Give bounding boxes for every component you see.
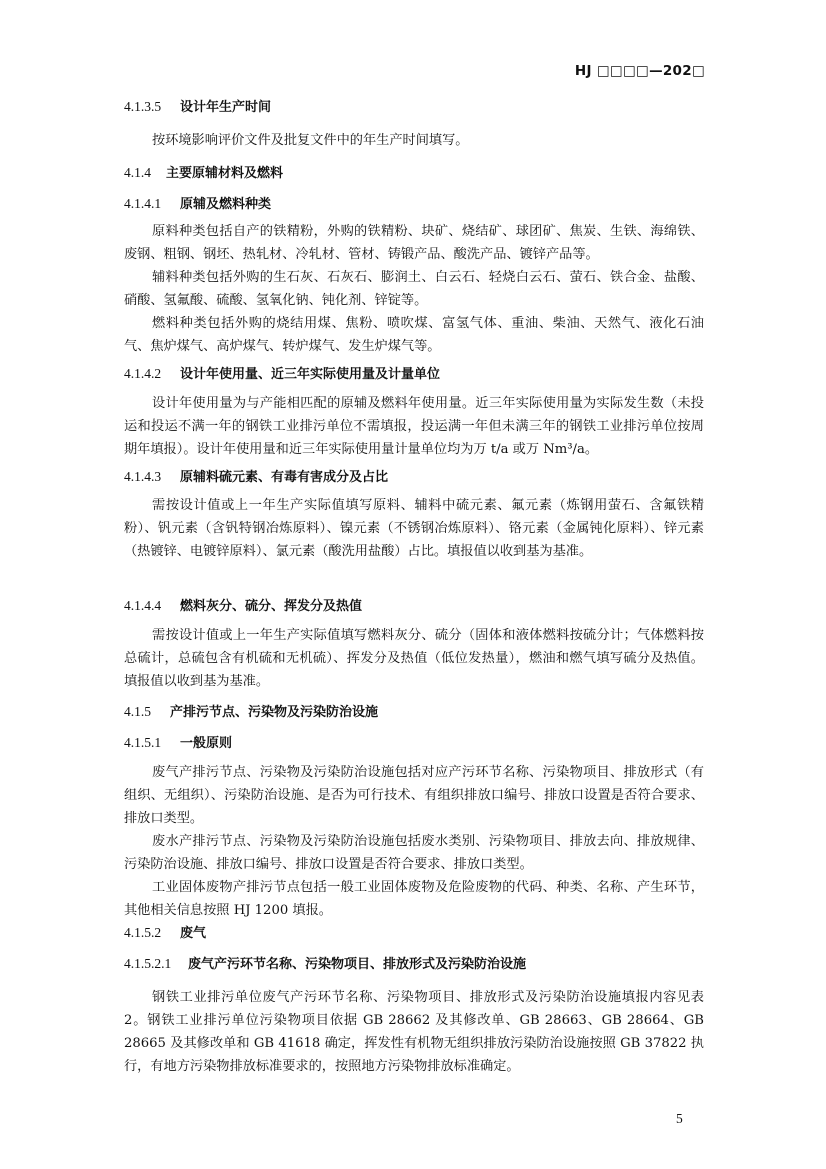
paragraph: 需按设计值或上一年生产实际值填写燃料灰分、硫分（固体和液体燃料按硫分计；气体燃料按总硫计，总硫包含有机硫和无机硫）、挥发分及热值（低位发热量），燃油和燃气填写硫分及热值。填报值以收到基为基准。 bbox=[124, 628, 704, 689]
heading-4-1-5 bbox=[124, 703, 378, 722]
heading-number: 4.1.4.2 bbox=[124, 366, 162, 381]
heading-title: 一般原则 bbox=[180, 736, 233, 751]
heading-title: 设计年生产时间 bbox=[180, 100, 272, 115]
heading-title: 废气 bbox=[180, 926, 207, 941]
heading-4-1-3-5 bbox=[124, 98, 271, 117]
heading-4-1-4-3 bbox=[124, 468, 388, 487]
heading-title: 燃料灰分、硫分、挥发分及热值 bbox=[180, 599, 363, 614]
heading-number: 4.1.4.3 bbox=[124, 469, 162, 484]
paragraph: 设计年使用量为与产能相匹配的原辅及燃料年使用量。近三年实际使用量为实际发生数（未投运和投运不满一年的钢铁工业排污单位不需填报，投运满一年但未满三年的钢铁工业排污单位按周期年填报）。设计年使用量和近三年实际使用量计量单位均为万 t/a 或万 Nm³/a。 bbox=[124, 396, 704, 457]
heading-number: 4.1.4 bbox=[124, 165, 151, 180]
heading-number: 4.1.5.1 bbox=[124, 735, 162, 750]
heading-4-1-4 bbox=[124, 164, 283, 183]
heading-4-1-5-1 bbox=[124, 734, 232, 753]
heading-title: 设计年使用量、近三年实际使用量及计量单位 bbox=[180, 367, 441, 382]
heading-title: 废气产污环节名称、污染物项目、排放形式及污染防治设施 bbox=[188, 957, 527, 972]
standard-code-header: HJ □□□□—202□ bbox=[574, 63, 705, 79]
heading-number: 4.1.5.2 bbox=[124, 925, 162, 940]
heading-number: 4.1.4.4 bbox=[124, 598, 162, 613]
paragraph: 工业固体废物产排污节点包括一般工业固体废物及危险废物的代码、种类、名称、产生环节，其他相关信息按照 HJ 1200 填报。 bbox=[124, 880, 704, 918]
page-number: 5 bbox=[676, 1111, 683, 1126]
heading-title: 原辅及燃料种类 bbox=[180, 197, 272, 212]
heading-title: 主要原辅材料及燃料 bbox=[166, 166, 284, 181]
paragraph: 辅料种类包括外购的生石灰、石灰石、膨润土、白云石、轻烧白云石、萤石、铁合金、盐酸、硝酸、氢氟酸、硫酸、氢氧化钠、钝化剂、锌锭等。 bbox=[124, 270, 704, 308]
heading-number: 4.1.5.2.1 bbox=[124, 956, 172, 971]
heading-4-1-5-2 bbox=[124, 924, 206, 943]
heading-4-1-4-4 bbox=[124, 597, 362, 616]
paragraph: 钢铁工业排污单位废气产污环节名称、污染物项目、排放形式及污染防治设施填报内容见表 2。钢铁工业排污单位污染物项目依据 GB 28662 及其修改单、GB 28663、GB 28664、GB 28665 及其修改单和 GB 41618 确定，挥发性有机物无组织排放污染防治设施按照 GB 37822 执行，有地方污染物排放标准要求的，按照地方污染物排放标准确定。 bbox=[124, 990, 704, 1074]
paragraph: 废气产排污节点、污染物及污染防治设施包括对应产污环节名称、污染物项目、排放形式（有组织、无组织）、污染防治设施、是否为可行技术、有组织排放口编号、排放口设置是否符合要求、排放口类型。 bbox=[124, 765, 704, 826]
paragraph: 废水产排污节点、污染物及污染防治设施包括废水类别、污染物项目、排放去向、排放规律、污染防治设施、排放口编号、排放口设置是否符合要求、排放口类型。 bbox=[124, 834, 704, 872]
paragraph: 原料种类包括自产的铁精粉，外购的铁精粉、块矿、烧结矿、球团矿、焦炭、生铁、海绵铁、废钢、粗钢、钢坯、热轧材、冷轧材、管材、铸锻产品、酸洗产品、镀锌产品等。 bbox=[124, 224, 704, 262]
heading-number: 4.1.3.5 bbox=[124, 99, 162, 114]
heading-number: 4.1.5 bbox=[124, 704, 151, 719]
heading-number: 4.1.4.1 bbox=[124, 196, 162, 211]
heading-title: 原辅料硫元素、有毒有害成分及占比 bbox=[180, 470, 389, 485]
paragraph: 按环境影响评价文件及批复文件中的年生产时间填写。 bbox=[152, 133, 469, 148]
paragraph: 需按设计值或上一年生产实际值填写原料、辅料中硫元素、氟元素（炼钢用萤石、含氟铁精粉）、钒元素（含钒特钢冶炼原料）、镍元素（不锈钢冶炼原料）、铬元素（金属钝化原料）、锌元素（热镀锌、电镀锌原料）、氯元素（酸洗用盐酸）占比。填报值以收到基为基准。 bbox=[124, 498, 704, 559]
heading-4-1-5-2-1 bbox=[124, 955, 526, 974]
heading-title: 产排污节点、污染物及污染防治设施 bbox=[170, 705, 379, 720]
heading-4-1-4-1 bbox=[124, 195, 271, 214]
paragraph: 燃料种类包括外购的烧结用煤、焦粉、喷吹煤、富氢气体、重油、柴油、天然气、液化石油气、焦炉煤气、高炉煤气、转炉煤气、发生炉煤气等。 bbox=[124, 316, 704, 354]
heading-4-1-4-2 bbox=[124, 365, 440, 384]
